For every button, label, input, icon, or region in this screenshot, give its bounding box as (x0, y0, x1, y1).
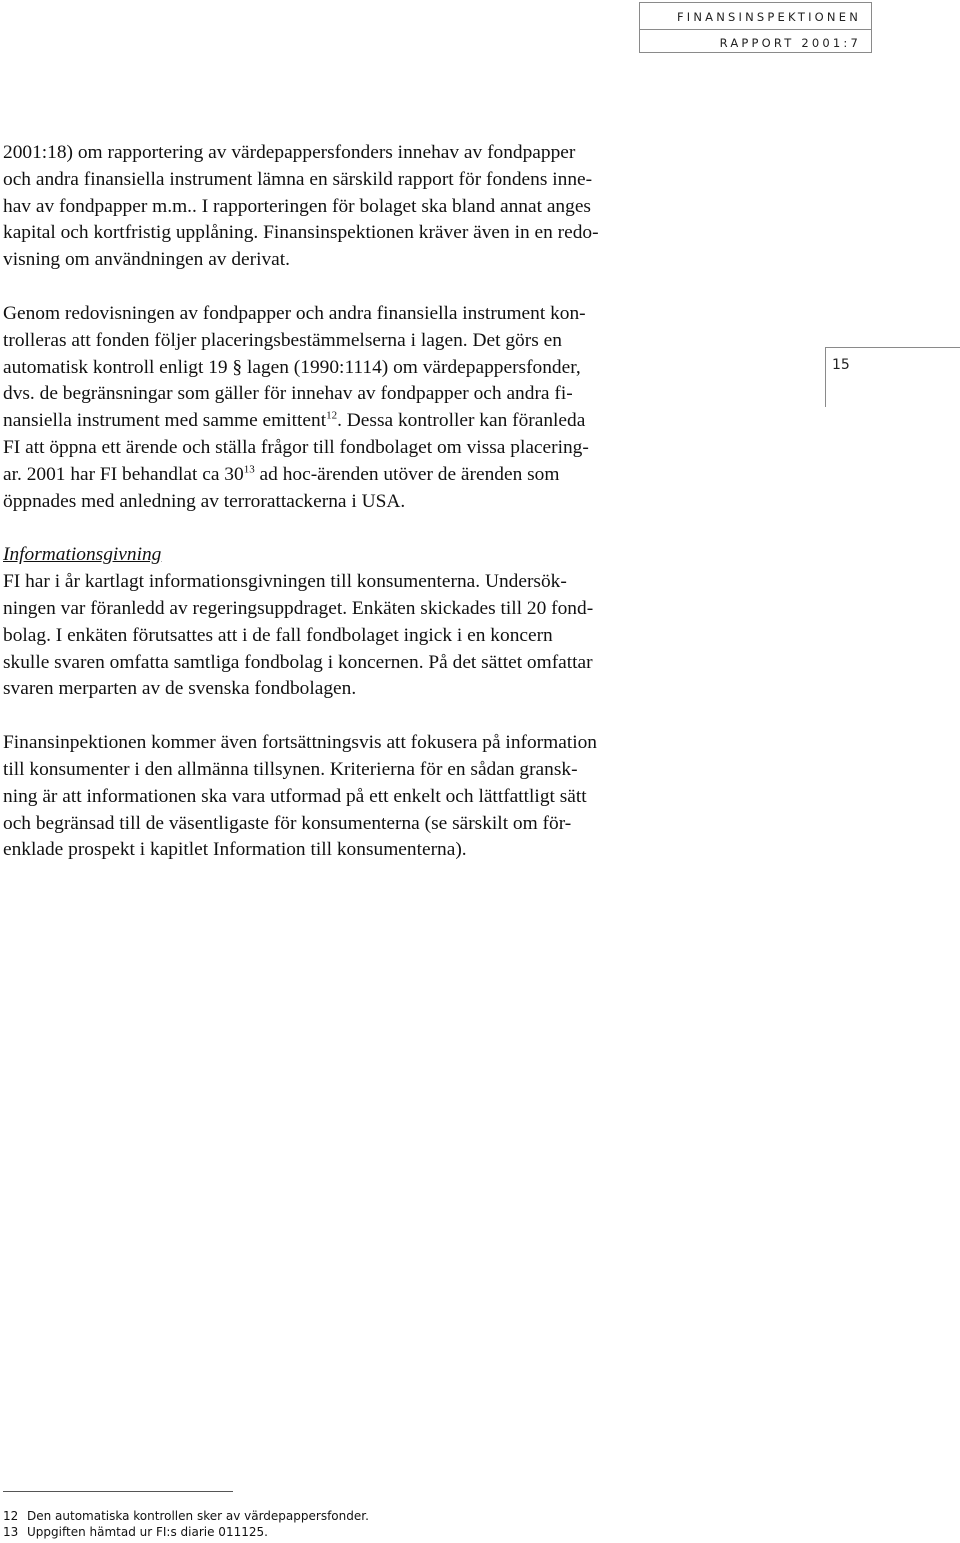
report-header (639, 2, 872, 53)
text-line: trolleras att fonden följer placeringsbestämmelserna i lagen. Det görs en (3, 329, 562, 351)
text-line: bolag. I enkäten förutsattes att i de fall fondbolaget ingick i en koncern (3, 624, 553, 646)
text-line: automatisk kontroll enligt 19 § lagen (1990:1114) om värdepappersfonder, (3, 356, 581, 378)
text-line: FI har i år kartlagt informationsgivningen till konsumenterna. Undersök- (3, 571, 567, 593)
text-line: skulle svaren omfatta samtliga fondbolag i koncernen. På det sättet omfattar (3, 651, 593, 673)
text-line: öppnades med anledning av terrorattackerna i USA. (3, 490, 406, 512)
footnote-ref-12[interactable]: 12 (326, 409, 338, 422)
text-line: ning är att informationen ska vara utformad på ett enkelt och lättfattligt sätt (3, 785, 587, 807)
header-divider (640, 29, 871, 30)
paragraph-focus (3, 730, 703, 864)
text-segment: ar. 2001 har FI behandlat ca 30 (3, 463, 244, 485)
text-line: och begränsad till de väsentligaste för konsumenterna (se särskilt om för- (3, 812, 572, 834)
page-number-top-rule (825, 347, 960, 348)
header-organization: FINANSINSPEKTIONEN (676, 10, 861, 24)
footnotes (3, 1508, 369, 1540)
text-line: svaren merparten av de svenska fondbolagen. (3, 678, 357, 700)
text-line (3, 408, 703, 435)
text-line: dvs. de begränsningar som gäller för innehav av fondpapper och andra fi- (3, 383, 573, 405)
footnote-ref-13[interactable]: 13 (243, 463, 255, 476)
text-line: visning om användningen av derivat. (3, 249, 291, 271)
text-line: 2001:18) om rapportering av värdepappersfonders innehav av fondpapper (3, 142, 576, 163)
footnote-number: 13 (3, 1525, 19, 1539)
text-line: enklade prospekt i kapitlet Information till konsumenterna). (3, 839, 467, 861)
text-segment: . Dessa kontroller kan föranleda (337, 410, 586, 432)
paragraph-control (3, 301, 703, 515)
text-line: Genom redovisningen av fondpapper och andra finansiella instrument kon- (3, 302, 586, 324)
text-line: ningen var föranledd av regeringsuppdraget. Enkäten skickades till 20 fond- (3, 597, 594, 619)
section-heading: Informationsgivning (3, 544, 162, 566)
header-report-id: RAPPORT 2001:7 (719, 36, 861, 50)
text-line: Finansinpektionen kommer även fortsättningsvis att fokusera på information (3, 732, 597, 754)
text-line: kapital och kortfristig upplåning. Finansinspektionen kräver även in en redo- (3, 222, 599, 244)
body-text (3, 140, 703, 864)
text-segment: nansiella instrument med samme emittent (3, 410, 327, 432)
text-line: hav av fondpapper m.m.. I rapporteringen för bolaget ska bland annat anges (3, 195, 591, 217)
paragraph-continued (3, 140, 703, 274)
footnote-text: Den automatiska kontrollen sker av värdepappersfonder. (27, 1509, 369, 1523)
text-segment: ad hoc-ärenden utöver de ärenden som (254, 463, 560, 485)
page-number-box (825, 347, 960, 407)
text-line: FI att öppna ett ärende och ställa frågor till fondbolaget om vissa placering- (3, 436, 589, 458)
footnote-13 (3, 1524, 369, 1540)
footnote-number: 12 (3, 1509, 19, 1523)
page-number: 15 (832, 357, 850, 373)
footnote-rule (3, 1491, 233, 1492)
footnote-12 (3, 1508, 369, 1524)
section-informationsgivning (3, 542, 703, 703)
page-number-left-rule (825, 347, 826, 407)
footnote-text: Uppgiften hämtad ur FI:s diarie 011125. (27, 1525, 268, 1539)
text-line: till konsumenter i den allmänna tillsynen. Kriterierna för en sådan gransk- (3, 758, 578, 780)
text-line: och andra finansiella instrument lämna en särskild rapport för fondens inne- (3, 168, 593, 190)
text-line (3, 462, 703, 489)
